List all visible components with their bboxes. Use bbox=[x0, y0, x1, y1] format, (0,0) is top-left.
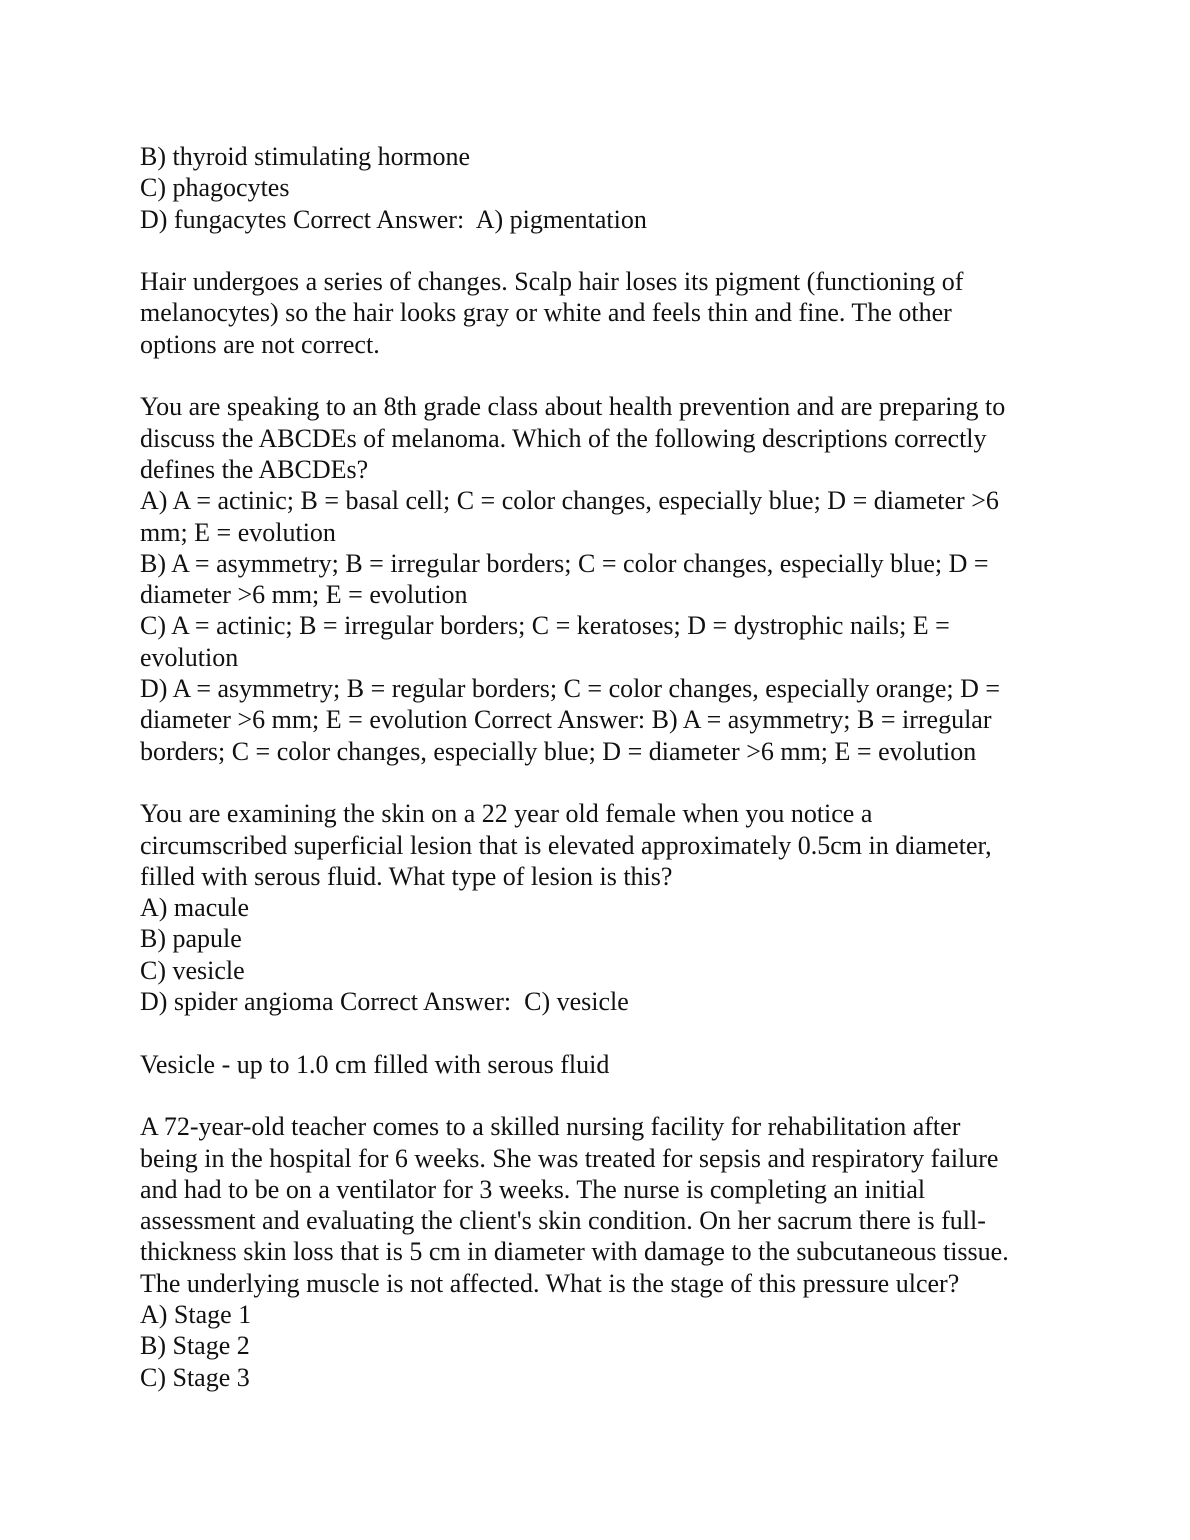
paragraph-gap bbox=[140, 235, 1060, 266]
text-line: diameter >6 mm; E = evolution Correct Answer: B) A = asymmetry; B = irregular bbox=[140, 705, 992, 735]
text-line: options are not correct. bbox=[140, 329, 380, 359]
text-line: B) A = asymmetry; B = irregular borders; C = color changes, especially blue; D = bbox=[140, 548, 989, 578]
text-line: Vesicle - up to 1.0 cm filled with serous fluid bbox=[140, 1049, 610, 1079]
text-line: defines the ABCDEs? bbox=[140, 454, 369, 484]
text-line: B) Stage 2 bbox=[140, 1331, 250, 1361]
paragraph-gap bbox=[140, 767, 1060, 798]
text-line: and had to be on a ventilator for 3 weeks. The nurse is completing an initial bbox=[140, 1174, 926, 1204]
paragraph-gap bbox=[140, 1017, 1060, 1048]
text-line: D) A = asymmetry; B = regular borders; C = color changes, especially orange; D = bbox=[140, 674, 1001, 704]
text-line: A 72-year-old teacher comes to a skilled nursing facility for rehabilitation after bbox=[140, 1112, 961, 1142]
text-line: diameter >6 mm; E = evolution bbox=[140, 580, 468, 610]
text-line: C) phagocytes bbox=[140, 173, 290, 203]
text-line: circumscribed superficial lesion that is elevated approximately 0.5cm in diameter, bbox=[140, 830, 992, 860]
text-line: D) fungacytes Correct Answer: A) pigmentation bbox=[140, 204, 647, 234]
text-line: assessment and evaluating the client's skin condition. On her sacrum there is full- bbox=[140, 1206, 986, 1236]
text-line: filled with serous fluid. What type of lesion is this? bbox=[140, 861, 673, 891]
text-line: D) spider angioma Correct Answer: C) vesicle bbox=[140, 987, 629, 1017]
text-line: You are speaking to an 8th grade class about health prevention and are preparing to bbox=[140, 392, 1006, 422]
text-line: discuss the ABCDEs of melanoma. Which of the following descriptions correctly bbox=[140, 423, 987, 453]
text-line: C) vesicle bbox=[140, 955, 245, 985]
text-line: evolution bbox=[140, 642, 239, 672]
text-line: B) thyroid stimulating hormone bbox=[140, 142, 471, 171]
text-line: melanocytes) so the hair looks gray or white and feels thin and fine. The other bbox=[140, 298, 952, 328]
paragraph-gap bbox=[140, 1080, 1060, 1111]
text-line: B) papule bbox=[140, 924, 242, 954]
text-line: C) A = actinic; B = irregular borders; C = keratoses; D = dystrophic nails; E = bbox=[140, 611, 950, 641]
text-line: thickness skin loss that is 5 cm in diameter with damage to the subcutaneous tissue. bbox=[140, 1237, 1009, 1267]
text-line: A) A = actinic; B = basal cell; C = color changes, especially blue; D = diameter >6 bbox=[140, 486, 999, 516]
text-line: borders; C = color changes, especially blue; D = diameter >6 mm; E = evolution bbox=[140, 736, 977, 766]
text-line: C) Stage 3 bbox=[140, 1362, 250, 1392]
text-line: A) Stage 1 bbox=[140, 1299, 252, 1329]
text-line: being in the hospital for 6 weeks. She was treated for sepsis and respiratory failure bbox=[140, 1143, 999, 1173]
text-line: Hair undergoes a series of changes. Scalp hair loses its pigment (functioning of bbox=[140, 267, 964, 297]
text-line: A) macule bbox=[140, 893, 250, 923]
document-page bbox=[140, 141, 1060, 1393]
text-line: mm; E = evolution bbox=[140, 517, 336, 547]
paragraph-gap bbox=[140, 360, 1060, 391]
text-line: You are examining the skin on a 22 year old female when you notice a bbox=[140, 799, 873, 829]
text-line: The underlying muscle is not affected. What is the stage of this pressure ulcer? bbox=[140, 1268, 960, 1298]
